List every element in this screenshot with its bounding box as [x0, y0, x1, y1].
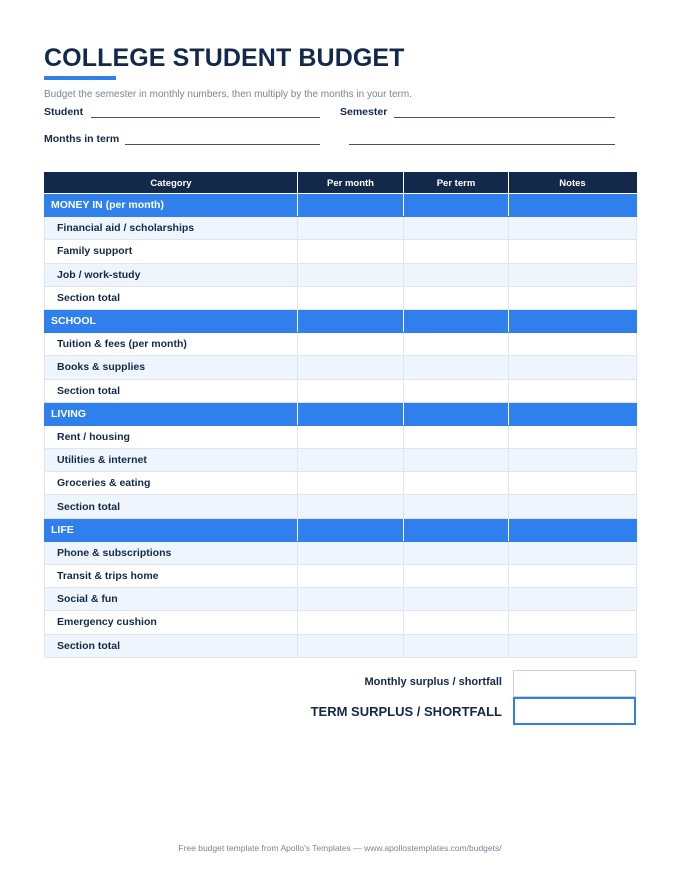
- section-cell: [298, 402, 404, 425]
- table-row: [45, 588, 637, 611]
- term-surplus-label: TERM SURPLUS / SHORTFALL: [310, 704, 502, 719]
- per-month-cell[interactable]: [298, 611, 404, 634]
- extra-field[interactable]: [349, 144, 615, 145]
- section-cell: [404, 194, 509, 217]
- page-subtitle: Budget the semester in monthly numbers, then multiply by the months in your term.: [44, 89, 412, 100]
- section-cell: [404, 402, 509, 425]
- header-per-month: Per month: [298, 173, 404, 194]
- notes-cell[interactable]: [509, 356, 637, 379]
- per-month-cell[interactable]: [298, 286, 404, 309]
- table-row: [45, 240, 637, 263]
- notes-cell[interactable]: [509, 286, 637, 309]
- row-label: Job / work-study: [45, 263, 298, 286]
- section-header-row: [45, 518, 637, 541]
- table-row: [45, 541, 637, 564]
- per-term-cell[interactable]: [404, 379, 509, 402]
- table-row: [45, 333, 637, 356]
- notes-cell[interactable]: [509, 565, 637, 588]
- section-cell: [298, 309, 404, 332]
- semester-field[interactable]: [394, 117, 615, 118]
- row-label: Groceries & eating: [45, 472, 298, 495]
- per-month-cell[interactable]: [298, 449, 404, 472]
- section-header-row: [45, 309, 637, 332]
- per-month-cell[interactable]: [298, 425, 404, 448]
- table-row: [45, 611, 637, 634]
- per-term-cell[interactable]: [404, 588, 509, 611]
- section-title-money-in: MONEY IN (per month): [45, 194, 298, 217]
- row-label: Family support: [45, 240, 298, 263]
- page-title: COLLEGE STUDENT BUDGET: [44, 44, 405, 72]
- notes-cell[interactable]: [509, 425, 637, 448]
- section-title-living: LIVING: [45, 402, 298, 425]
- section-title-school: SCHOOL: [45, 309, 298, 332]
- per-term-cell[interactable]: [404, 356, 509, 379]
- per-term-cell[interactable]: [404, 263, 509, 286]
- row-label: Social & fun: [45, 588, 298, 611]
- section-cell: [509, 194, 637, 217]
- table-row: [45, 449, 637, 472]
- per-month-cell[interactable]: [298, 495, 404, 518]
- per-term-cell[interactable]: [404, 472, 509, 495]
- per-term-cell[interactable]: [404, 425, 509, 448]
- semester-label: Semester: [340, 106, 388, 118]
- per-month-cell[interactable]: [298, 634, 404, 657]
- section-cell: [509, 402, 637, 425]
- table-row: [45, 217, 637, 240]
- notes-cell[interactable]: [509, 449, 637, 472]
- table-row: [45, 286, 637, 309]
- months-in-term-label: Months in term: [44, 133, 120, 145]
- budget-table: [44, 172, 637, 658]
- section-header-row: [45, 402, 637, 425]
- term-surplus-box[interactable]: [513, 697, 636, 725]
- footer-credit: Free budget template from Apollo's Templates — www.apollostemplates.com/budgets/: [178, 843, 502, 853]
- header-category: Category: [45, 173, 298, 194]
- row-label: Phone & subscriptions: [45, 541, 298, 564]
- section-cell: [298, 194, 404, 217]
- section-header-row: [45, 194, 637, 217]
- row-label: Financial aid / scholarships: [45, 217, 298, 240]
- notes-cell[interactable]: [509, 611, 637, 634]
- per-month-cell[interactable]: [298, 379, 404, 402]
- header-notes: Notes: [509, 173, 637, 194]
- per-month-cell[interactable]: [298, 588, 404, 611]
- row-label: Tuition & fees (per month): [45, 333, 298, 356]
- section-cell: [509, 309, 637, 332]
- notes-cell[interactable]: [509, 263, 637, 286]
- per-term-cell[interactable]: [404, 333, 509, 356]
- notes-cell[interactable]: [509, 541, 637, 564]
- notes-cell[interactable]: [509, 240, 637, 263]
- row-label: Emergency cushion: [45, 611, 298, 634]
- row-label: Books & supplies: [45, 356, 298, 379]
- table-row: [45, 425, 637, 448]
- section-title-life: LIFE: [45, 518, 298, 541]
- section-cell: [404, 518, 509, 541]
- per-month-cell[interactable]: [298, 240, 404, 263]
- row-label: Section total: [45, 634, 298, 657]
- notes-cell[interactable]: [509, 495, 637, 518]
- per-month-cell[interactable]: [298, 356, 404, 379]
- per-term-cell[interactable]: [404, 541, 509, 564]
- section-cell: [298, 518, 404, 541]
- per-term-cell[interactable]: [404, 449, 509, 472]
- table-row: [45, 495, 637, 518]
- row-label: Section total: [45, 286, 298, 309]
- per-month-cell[interactable]: [298, 217, 404, 240]
- notes-cell[interactable]: [509, 634, 637, 657]
- monthly-surplus-label: Monthly surplus / shortfall: [364, 676, 502, 688]
- table-row: [45, 472, 637, 495]
- per-month-cell[interactable]: [298, 263, 404, 286]
- per-term-cell[interactable]: [404, 217, 509, 240]
- per-term-cell[interactable]: [404, 634, 509, 657]
- table-row: [45, 379, 637, 402]
- notes-cell[interactable]: [509, 588, 637, 611]
- per-month-cell[interactable]: [298, 333, 404, 356]
- notes-cell[interactable]: [509, 379, 637, 402]
- student-label: Student: [44, 106, 84, 118]
- title-underline: [44, 76, 116, 80]
- per-month-cell[interactable]: [298, 472, 404, 495]
- per-term-cell[interactable]: [404, 240, 509, 263]
- per-month-cell[interactable]: [298, 541, 404, 564]
- per-term-cell[interactable]: [404, 565, 509, 588]
- row-label: Section total: [45, 379, 298, 402]
- section-cell: [509, 518, 637, 541]
- table-header-row: [45, 173, 637, 194]
- row-label: Transit & trips home: [45, 565, 298, 588]
- section-cell: [404, 309, 509, 332]
- per-term-cell[interactable]: [404, 611, 509, 634]
- notes-cell[interactable]: [509, 217, 637, 240]
- row-label: Rent / housing: [45, 425, 298, 448]
- table-row: [45, 356, 637, 379]
- notes-cell[interactable]: [509, 333, 637, 356]
- row-label: Section total: [45, 495, 298, 518]
- student-field[interactable]: [91, 117, 320, 118]
- table-row: [45, 565, 637, 588]
- header-per-term: Per term: [404, 173, 509, 194]
- per-term-cell[interactable]: [404, 495, 509, 518]
- per-term-cell[interactable]: [404, 286, 509, 309]
- months-in-term-field[interactable]: [125, 144, 320, 145]
- row-label: Utilities & internet: [45, 449, 298, 472]
- monthly-surplus-box[interactable]: [513, 670, 636, 697]
- notes-cell[interactable]: [509, 472, 637, 495]
- table-row: [45, 634, 637, 657]
- per-month-cell[interactable]: [298, 565, 404, 588]
- table-row: [45, 263, 637, 286]
